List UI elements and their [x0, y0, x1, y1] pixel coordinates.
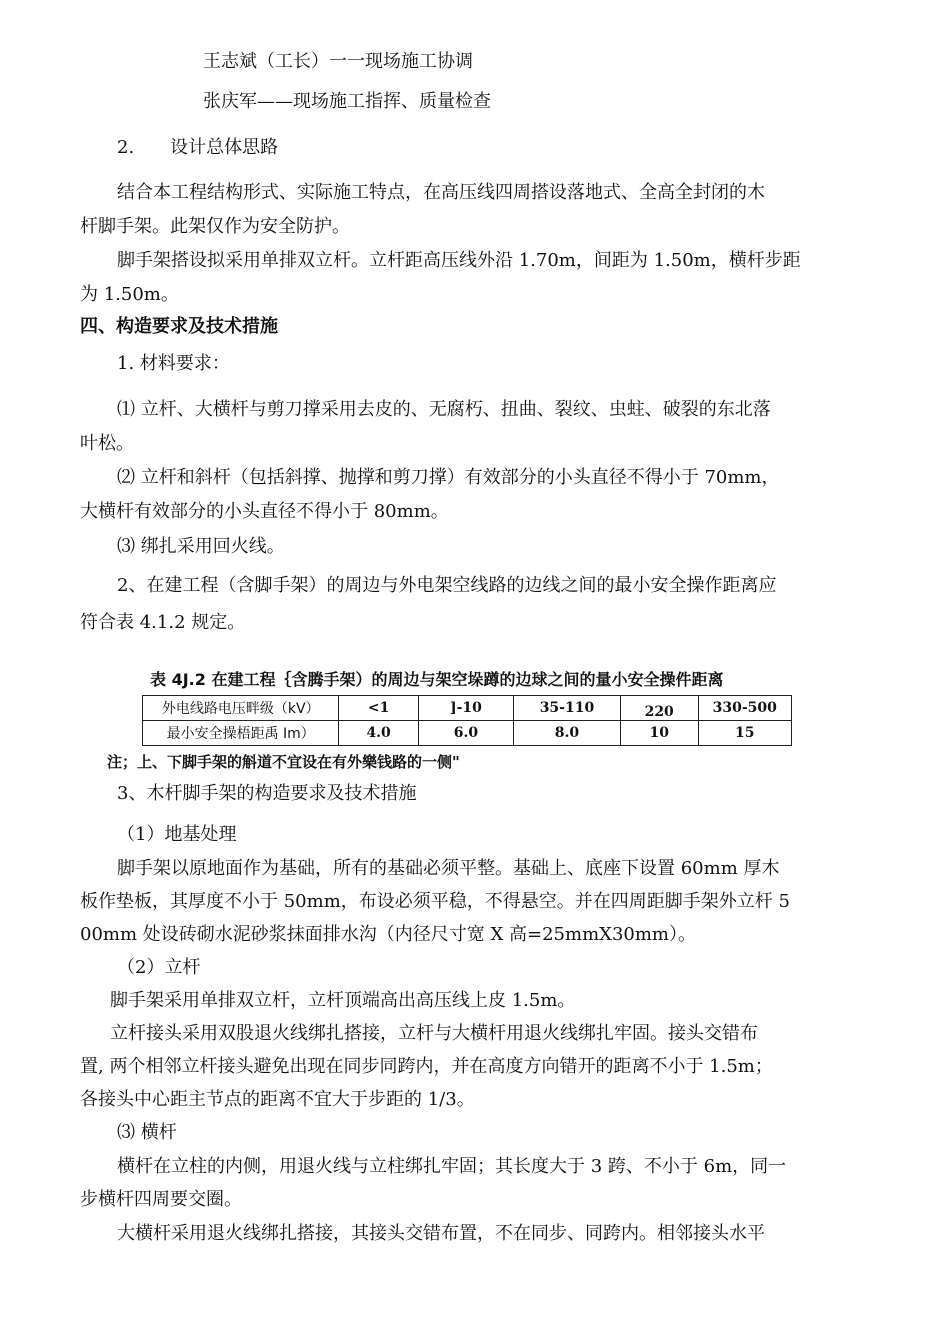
- table-cell: 15: [698, 721, 791, 746]
- paragraph-line: 00mm 处设砖砌水泥砂浆抹面排水沟（内径尺寸宽 X 高=25mmX30mm）。: [80, 924, 696, 945]
- paragraph-line: 叶松。: [80, 433, 134, 454]
- table-cell: 最小安全操梧距禹 Im）: [143, 721, 339, 746]
- table-caption: 表 4J.2 在建工程｛含腾手架）的周边与架空垛蹲的边球之间的量小安全操件距离: [150, 670, 724, 689]
- table-cell: ]-10: [418, 696, 513, 721]
- table-cell: <1: [339, 696, 418, 721]
- paragraph-line: 步横杆四周要交圈。: [80, 1189, 242, 1210]
- paragraph-line: 结合本工程结构形式、实际施工特点，在高压线四周搭设落地式、全高全封闭的木: [117, 182, 765, 203]
- text-line: 张庆军——现场施工指挥、质量检查: [203, 91, 491, 112]
- list-item: ⑶ 绑扎采用回火线。: [117, 536, 285, 557]
- table-cell: 6.0: [418, 721, 513, 746]
- table-note: 注；上、下脚手架的斛道不宜设在有外樂钱路的一侧": [107, 753, 460, 771]
- table-cell: 220: [620, 696, 698, 721]
- paragraph-line: 脚手架采用单排双立杆，立杆顶端高出高压线上皮 1.5m。: [110, 990, 576, 1011]
- table-cell: 4.0: [339, 721, 418, 746]
- table-row: [143, 721, 792, 746]
- table-row: [143, 696, 792, 721]
- paragraph-line: 脚手架搭设拟采用单排双立杆。立杆距高压线外沿 1.70m，间距为 1.50m，横杆步距: [117, 250, 801, 271]
- paragraph-line: 为 1.50m。: [80, 284, 179, 305]
- text-line: 王志斌（工长）一一现场施工协调: [203, 51, 473, 72]
- chapter-heading: 四、构造要求及技术措施: [80, 316, 278, 337]
- paragraph-line: 各接头中心距主节点的距离不宜大于步距的 1/3。: [80, 1089, 475, 1110]
- paragraph-line: 板作垫板，其厚度不小于 50mm，布设必须平稳，不得悬空。并在四周距脚手架外立杆 5: [80, 891, 790, 912]
- table-cell: 8.0: [514, 721, 621, 746]
- table-cell: 330-500: [698, 696, 791, 721]
- section-heading: 2. 设计总体思路: [117, 137, 279, 158]
- paragraph-line: 大横杆采用退火线绑扎搭接，其接头交错布置，不在同步、同跨内。相邻接头水平: [117, 1223, 765, 1244]
- paragraph-line: 杆脚手架。此架仅作为安全防护。: [80, 216, 350, 237]
- table-cell: 35-110: [514, 696, 621, 721]
- paragraph-line: 立杆接头采用双股退火线绑扎搭接，立杆与大横杆用退火线绑扎牢固。接头交错布: [110, 1023, 758, 1044]
- table-cell: 10: [620, 721, 698, 746]
- paragraph-line: 大横杆有效部分的小头直径不得小于 80mm。: [80, 501, 449, 522]
- subsection-heading: ⑶ 横杆: [117, 1122, 177, 1143]
- paragraph-line: 符合表 4.1.2 规定。: [80, 612, 246, 633]
- subsection-heading: （2）立杆: [117, 957, 201, 978]
- paragraph-line: 置, 两个相邻立杆接头避免出现在同步同跨内，并在高度方向错开的距离不小于 1.5m；: [80, 1056, 773, 1077]
- list-item: ⑵ 立杆和斜杆（包括斜撑、抛撑和剪刀撑）有效部分的小头直径不得小于 70mm，: [117, 467, 780, 488]
- paragraph-line: 2、在建工程（含脚手架）的周边与外电架空线路的边线之间的最小安全操作距离应: [117, 575, 777, 596]
- paragraph-line: 横杆在立柱的内侧，用退火线与立柱绑扎牢固；其长度大于 3 跨、不小于 6m，同一: [117, 1156, 787, 1177]
- paragraph-line: 脚手架以原地面作为基础，所有的基础必须平整。基础上、底座下设置 60mm 厚木: [117, 858, 780, 879]
- subsection-heading: （1）地基处理: [117, 824, 237, 845]
- list-item: ⑴ 立杆、大横杆与剪刀撑采用去皮的、无腐朽、扭曲、裂纹、虫蛀、破裂的东北落: [117, 399, 771, 420]
- subsection-heading: 1. 材料要求：: [117, 353, 230, 374]
- subsection-heading: 3、木杆脚手架的构造要求及技术措施: [117, 783, 417, 804]
- table-cell: 外电线路电压畔级（kV）: [143, 696, 339, 721]
- safety-distance-table: [142, 695, 792, 746]
